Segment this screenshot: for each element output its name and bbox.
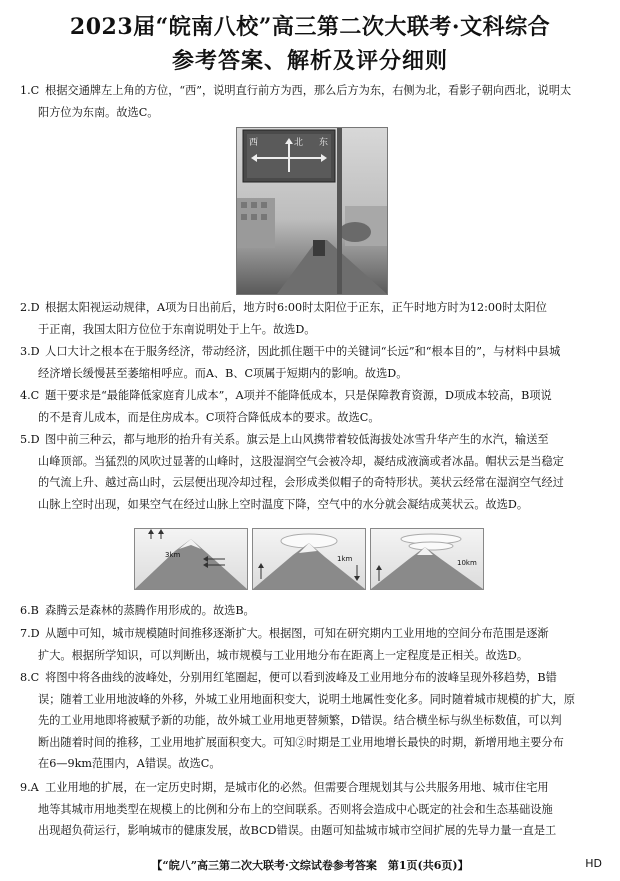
question-number: 1.C <box>20 84 40 97</box>
answer-text: 地等其城市用地类型在规模上的比例和分布上的空间联系。否则将会造成中心既定的社会和生态基础设施 <box>38 802 553 816</box>
answer-text: 山脉上空时出现，如果空气在经过山脉上空时温度下降，空气中的水分就会凝结成荚状云。故选D。 <box>38 497 529 511</box>
cloud-diagram-1 <box>134 528 248 590</box>
road-sign-photo <box>236 127 388 295</box>
answer-text: 题干要求是“最能降低家庭育儿成本”，A项并不能降低成本，只是保障教育资源，D项成本较高，B项说 <box>45 389 552 402</box>
question-number: 4.C <box>20 389 40 402</box>
answer-text: 阳方位为东南。故选C。 <box>38 105 159 119</box>
answer-text: 经济增长缓慢甚至萎缩相呼应。而A、B、C项属于短期内的影响。故选D。 <box>38 366 408 380</box>
question-6 <box>20 600 606 622</box>
diagram-label: 3km <box>165 551 181 559</box>
question-8 <box>20 667 606 775</box>
road-sign-photo-graphic <box>237 128 387 294</box>
answer-text: 在6—9km范围内，A错误。故选C。 <box>38 757 221 771</box>
question-number: 6.B <box>20 604 39 617</box>
answer-text: 从题中可知，城市规模随时间推移逐渐扩大。根据图，可知在研究期内工业用地的空间分布范围是逐渐 <box>45 627 549 640</box>
answer-text: 根据太阳视运动规律，A项为日出前后，地方时6:00时太阳位于正东，正午时地方时为12:00时太阳位 <box>45 301 547 314</box>
sign-label-east: 东 <box>319 138 329 148</box>
question-3 <box>20 341 606 384</box>
question-number: 8.C <box>20 671 40 684</box>
question-2 <box>20 297 606 340</box>
page-title-line2: 参考答案、解析及评分细则 <box>171 48 448 74</box>
answer-text: 出现超负荷运行，影响城市的健康发展，故BCD错误。由题可知盐城市城市空间扩展的先导力量一直是工 <box>38 824 557 838</box>
question-number: 3.D <box>20 345 40 358</box>
answer-text: 山峰顶部。当猛烈的风吹过显著的山峰时，这股湿润空气会被冷却，凝结成液滴或者冰晶。帽状云是当稳定 <box>38 454 564 468</box>
page-title-line1: 2023届“皖南八校”高三第二次大联考·文科综合 <box>69 14 551 40</box>
question-number: 7.D <box>20 627 40 640</box>
page-footer: 【“皖八”高三第二次大联考·文综试卷参考答案 第1页(共6页)】 <box>151 859 469 872</box>
question-5 <box>20 429 606 515</box>
answer-text: 工业用地的扩展，在一定历史时期，是城市化的必然。但需要合理规划其与公共服务用地、城市住宅用 <box>45 781 549 794</box>
cloud-diagram-3 <box>370 528 484 590</box>
answer-text: 断出随着时间的推移，工业用地扩展面积变大。可知②时期是工业用地增长最快的时期，新增用地主要分布 <box>38 735 564 749</box>
answer-text: 误；随着工业用地波峰的外移，外城工业用地面积变大，说明土地属性变化多。同时随着城市规模的扩大，原 <box>38 692 576 706</box>
sign-label-west: 西 <box>249 138 259 148</box>
answer-text: 人口大计之根本在于服务经济，带动经济，因此抓住题干中的关键词“长远”和“根本目的”，与材料中县城 <box>45 345 561 358</box>
answer-text: 的不是育儿成本，而是住房成本。C项符合降低成本的要求。故选C。 <box>38 410 380 424</box>
diagram-label: 1km <box>337 555 353 563</box>
cloud-diagram-2 <box>252 528 366 590</box>
answer-text: 森腾云是森林的蒸腾作用形成的。故选B。 <box>45 604 255 617</box>
diagram-label: 10km <box>457 559 477 567</box>
footer-code: HD <box>585 857 602 870</box>
answer-text: 将图中将各曲线的波峰处，分别用红笔圈起，便可以看到波峰及工业用地分布的波峰呈现外移趋势，B错 <box>45 671 557 684</box>
question-number: 5.D <box>20 433 40 446</box>
answer-text: 于正南，我国太阳方位位于东南说明处于上午。故选D。 <box>38 322 316 336</box>
mountain-graphic <box>135 529 247 589</box>
sign-label-north: 北 <box>294 138 304 148</box>
answer-text: 扩大。根据所学知识，可以判断出，城市规模与工业用地分布在距离上一定程度是正相关。故选D。 <box>38 648 529 662</box>
answer-text: 图中前三种云，都与地形的抬升有关系。旗云是上山风携带着较低海拔处冰雪升华产生的水汽，输送至 <box>45 433 549 446</box>
question-number: 9.A <box>20 781 39 794</box>
question-9 <box>20 777 606 842</box>
question-7 <box>20 623 606 666</box>
answer-text: 的气流上升、越过高山时，云层便出现冷却过程，会形成类似帽子的奇特形状。荚状云经常在湿润空气经过 <box>38 476 564 490</box>
answer-text: 先的工业用地即将被赋予新的功能，故外城工业用地更替频繁，D错误。结合横坐标与纵坐标数值，可以判 <box>38 714 562 728</box>
question-1 <box>20 80 606 123</box>
answer-text: 根据交通牌左上角的方位，“西”，说明直行前方为西，那么后方为东，右侧为北，看影子朝向西北，说明太 <box>45 84 572 97</box>
question-4 <box>20 385 606 428</box>
question-number: 2.D <box>20 301 40 314</box>
